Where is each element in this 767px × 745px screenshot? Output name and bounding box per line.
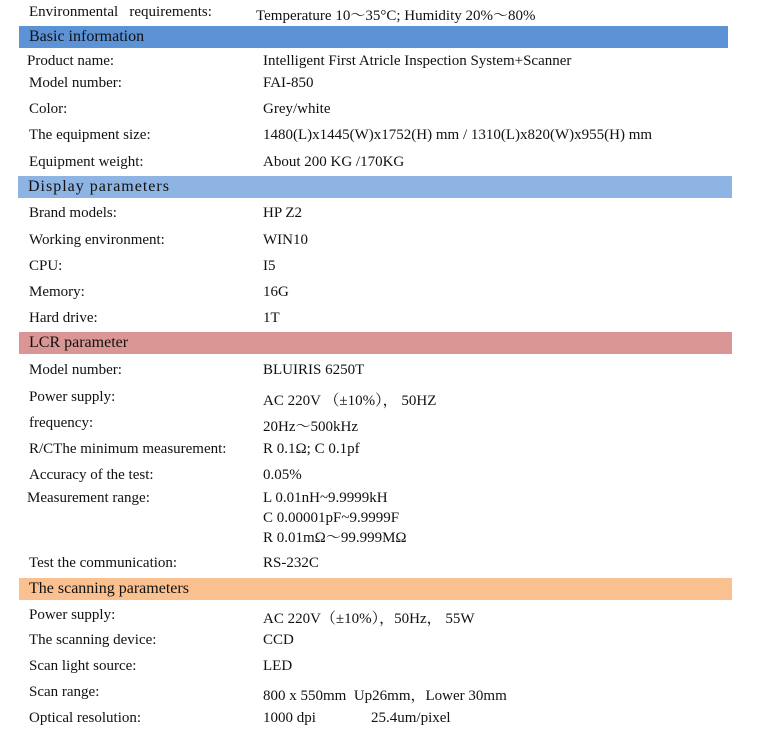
brand-models-value: HP Z2 <box>263 205 303 221</box>
optical-resolution-pixel: 25.4um/pixel <box>371 710 451 726</box>
scan-device-value: CCD <box>263 632 294 648</box>
working-environment-label: Working environment: <box>29 232 165 248</box>
lcr-model-label: Model number: <box>29 362 122 378</box>
product-name-label: Product name: <box>27 53 115 69</box>
memory-label: Memory: <box>29 284 85 300</box>
hard-drive-value: 1T <box>263 310 280 326</box>
equipment-size-value: 1480(L)x1445(W)x1752(H) mm / 1310(L)x820(W)x955(H) mm <box>263 127 653 143</box>
section-display-header: Display parameters <box>18 176 732 198</box>
model-number-label: Model number: <box>29 75 122 91</box>
frequency-value: 20Hz～500kHz <box>263 419 358 435</box>
env-label: Environmental requirements: <box>29 4 212 20</box>
accuracy-value: 0.05% <box>263 467 302 483</box>
working-environment-value: WIN10 <box>263 232 308 248</box>
model-number-row <box>0 75 767 101</box>
equipment-weight-label: Equipment weight: <box>29 154 144 170</box>
light-source-label: Scan light source: <box>29 658 137 674</box>
light-source-value: LED <box>263 658 293 674</box>
cpu-label: CPU: <box>29 258 63 274</box>
color-label: Color: <box>29 101 68 117</box>
lcr-power-value: AC 220V （±10%）， 50HZ <box>263 393 437 409</box>
frequency-label: frequency: <box>29 415 94 431</box>
optical-resolution-label: Optical resolution: <box>29 710 142 726</box>
hard-drive-label: Hard drive: <box>29 310 98 326</box>
scan-device-row <box>0 632 767 658</box>
frequency-row <box>0 415 767 441</box>
brand-models-row <box>0 205 767 231</box>
product-name-value: Intelligent First Atricle Inspection System+Scanner <box>263 53 572 69</box>
measurement-range-r: R 0.01mΩ～99.999MΩ <box>263 530 407 546</box>
section-scan-header: The scanning parameters <box>19 578 732 600</box>
scan-power-label: Power supply: <box>29 607 116 623</box>
equipment-size-label: The equipment size: <box>29 127 151 143</box>
communication-value: RS-232C <box>263 555 319 571</box>
section-lcr-header: LCR parameter <box>19 332 732 354</box>
color-row <box>0 101 767 127</box>
scan-device-label: The scanning device: <box>29 632 157 648</box>
lcr-power-row <box>0 389 767 415</box>
cpu-row <box>0 258 767 284</box>
working-environment-row <box>0 232 767 258</box>
communication-label: Test the communication: <box>29 555 178 571</box>
measurement-range-row <box>0 488 767 548</box>
brand-models-label: Brand models: <box>29 205 117 221</box>
optical-resolution-value: 1000 dpi <box>263 710 316 726</box>
measurement-range-label: Measurement range: <box>27 490 150 506</box>
color-value: Grey/white <box>263 101 331 117</box>
model-number-value: FAI-850 <box>263 75 314 91</box>
equipment-size-row <box>0 127 767 153</box>
section-basic-header: Basic information <box>19 26 728 48</box>
scan-power-row <box>0 607 767 633</box>
measurement-range-l: L 0.01nH~9.9999kH <box>263 490 388 506</box>
measurement-range-c: C 0.00001pF~9.9999F <box>263 510 400 526</box>
memory-row <box>0 284 767 310</box>
light-source-row <box>0 658 767 684</box>
min-measurement-value: R 0.1Ω; C 0.1pf <box>263 441 360 457</box>
equipment-weight-value: About 200 KG /170KG <box>263 154 405 170</box>
memory-value: 16G <box>263 284 289 300</box>
scan-range-row <box>0 684 767 710</box>
min-measurement-row <box>0 441 767 467</box>
min-measurement-label: R/CThe minimum measurement: <box>29 441 227 457</box>
lcr-model-value: BLUIRIS 6250T <box>263 362 365 378</box>
scan-range-label: Scan range: <box>29 684 100 700</box>
accuracy-label: Accuracy of the test: <box>29 467 154 483</box>
scan-power-value: AC 220V（±10%），50Hz， 55W <box>263 611 475 627</box>
lcr-model-row <box>0 362 767 388</box>
scan-range-value: 800 x 550mm Up26mm，Lower 30mm <box>263 688 507 704</box>
optical-resolution-row <box>0 710 767 736</box>
env-value: Temperature 10～35°C; Humidity 20%～80% <box>256 8 536 24</box>
cpu-value: I5 <box>263 258 276 274</box>
lcr-power-label: Power supply: <box>29 389 116 405</box>
